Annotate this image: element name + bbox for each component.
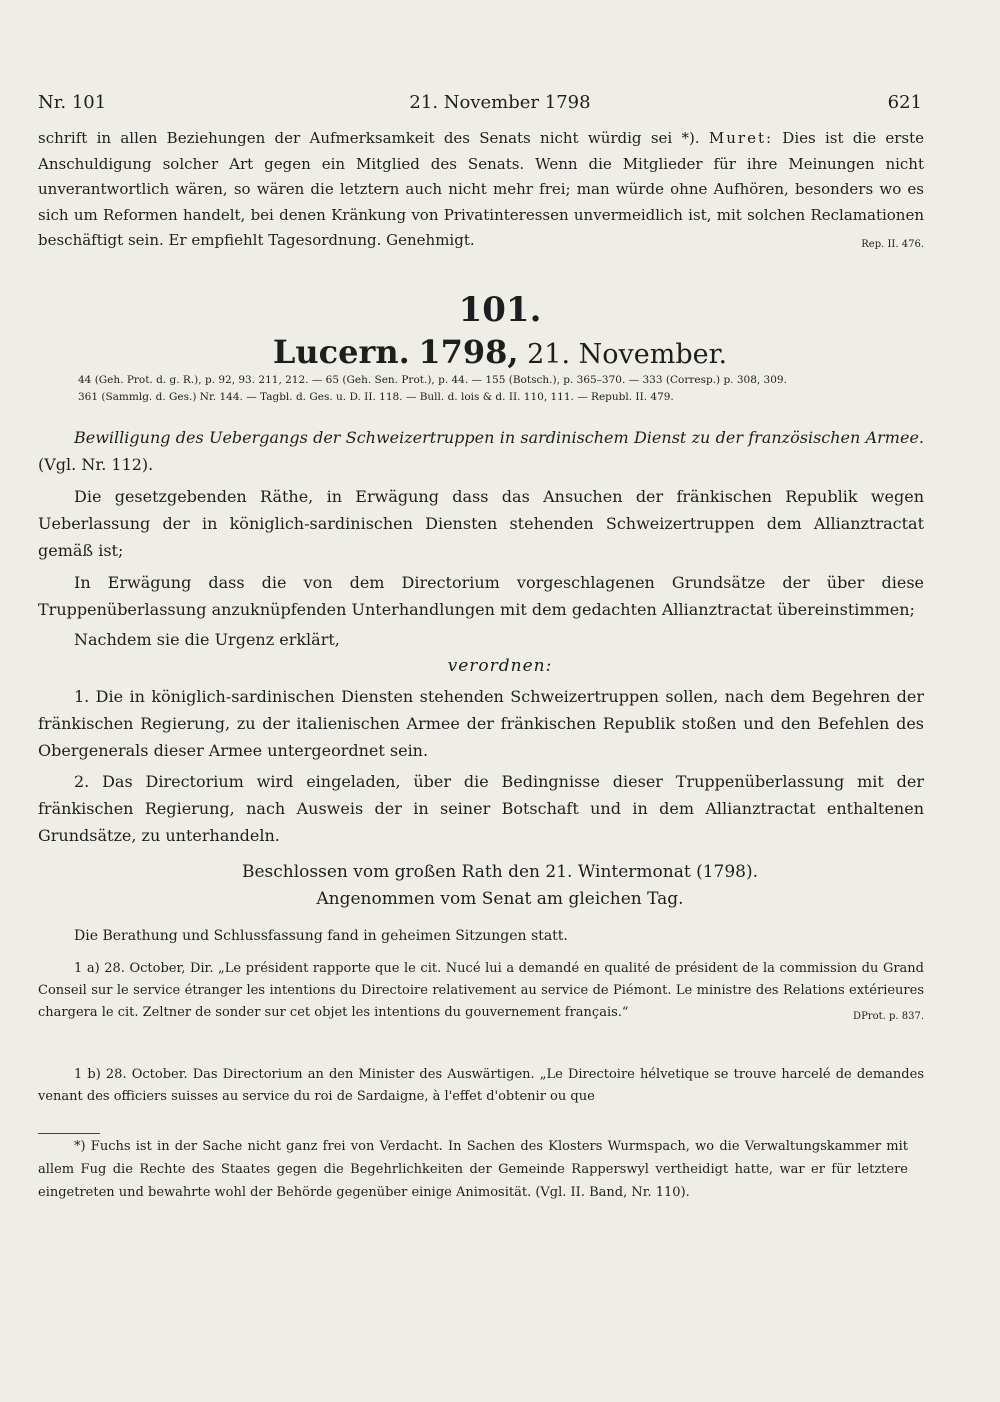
reference-line: 44 (Geh. Prot. d. g. R.), p. 92, 93. 211, 212. — 65 (Geh. Sen. Prot.), p. 44. — 155 (Botsch.), p. 365–370. — 333 (Corresp.) p. 308, 309. xyxy=(78,374,787,386)
reference-line: 361 (Sammlg. d. Ges.) Nr. 144. — Tagbl. d. Ges. u. D. II. 118. — Bull. d. lois & d. II. 110, 111. — Republ. II. 479. xyxy=(78,391,674,403)
resolution-senate: Angenommen vom Senat am gleichen Tag. xyxy=(316,889,684,909)
document-title-text: Bewilligung des Uebergangs der Schweizertruppen in sardinischem Dienst zu der französischen Armee. xyxy=(74,428,924,447)
secret-session-note: Die Berathung und Schlussfassung fand in geheimen Sitzungen statt. xyxy=(74,928,568,944)
note-1b: 1 b) 28. October. Das Directorium an den Minister des Auswärtigen. „Le Directoire hélvetique se trouve harcelé de demandes venant des officiers suisses au service du roi de Sardaigne, à l'effet d'obtenir ou que xyxy=(38,1067,924,1104)
source-references xyxy=(38,372,924,406)
recital-paragraph: In Erwägung dass die von dem Directorium vorgeschlagenen Grundsätze der über diese Truppenüberlassung anzuknüpfenden Unterhandlungen mit dem gedachten Allianztractat übereinstimmen; xyxy=(38,573,924,619)
decree-heading: verordnen: xyxy=(447,656,553,676)
article-1: 1. Die in königlich-sardinischen Diensten stehenden Schweizertruppen sollen, nach dem Begehren der fränkischen Regierung, zu der italienischen Armee der fränkischen Republik stoßen und den Befehlen des Obergenerals dieser Armee untergeordnet sein. xyxy=(38,687,924,760)
place-name: Lucern. xyxy=(272,333,410,371)
intro-text-start: schrift in allen Beziehungen der Aufmerksamkeit des Senats nicht würdig sei *). xyxy=(38,129,709,147)
running-header-date: 21. November 1798 xyxy=(409,92,591,113)
document-title xyxy=(38,424,924,478)
speaker-name: Muret: xyxy=(708,129,774,147)
intro-text-rest: Dies ist die erste Anschuldigung solcher Art gegen ein Mitglied des Senats. Wenn die Mitglieder für ihre Meinungen nicht unverantwortlich wären, so wären die letztern auch nicht mehr frei; man würde ohne Aufhören, besonders wo es sich um Reformen handelt, bei denen Kränkung von Privatinteressen unvermeidlich ist, mit solchen Reclamationen beschäftigt sein. Er empfiehlt Tagesordnung. Genehmigt. xyxy=(38,129,924,249)
document-number: 101. xyxy=(458,290,542,330)
resolution-great-council: Beschlossen vom großen Rath den 21. Wintermonat (1798). xyxy=(241,862,759,882)
running-header-doc-number: Nr. 101 xyxy=(38,92,107,113)
article-2: 2. Das Directorium wird eingeladen, über die Bedingnisse dieser Truppenüberlassung mit der fränkischen Regierung, nach Ausweis der in seiner Botschaft und in dem Allianztractat enthaltenen Grundsätze, zu unterhandeln. xyxy=(38,772,924,845)
page-number: 621 xyxy=(887,92,922,113)
intro-reference: Rep. II. 476. xyxy=(861,239,924,250)
document-title-note: (Vgl. Nr. 112). xyxy=(38,455,154,474)
document-dateline xyxy=(0,333,1000,371)
footnote: *) Fuchs ist in der Sache nicht ganz frei von Verdacht. In Sachen des Klosters Wurmspach, wo die Verwaltungskammer mit allem Fug die Rechte des Staates gegen die Begehrlichkeiten der Gemeinde Rapperswyl vertheidigt hatte, war er für letztere eingetreten und bewahrte wohl der Behörde gegenüber einige Animosität. (Vgl. II. Band, Nr. 110). xyxy=(38,1139,908,1200)
recital-paragraph: Die gesetzgebenden Räthe, in Erwägung dass das Ansuchen der fränkischen Republik wegen Ueberlassung der in königlich-sardinischen Diensten stehenden Schweizertruppen dem Allianztractat gemäß ist; xyxy=(38,487,924,560)
urgency-paragraph: Nachdem sie die Urgenz erklärt, xyxy=(74,630,340,649)
intro-paragraph xyxy=(38,126,924,258)
note-1a xyxy=(38,958,924,1028)
note-1a-reference: DProt. p. 837. xyxy=(853,1011,924,1022)
document-year: 1798, xyxy=(418,333,519,371)
footnote-divider xyxy=(38,1133,100,1134)
document-date: 21. November. xyxy=(527,339,728,370)
note-1a-text: 1 a) 28. October, Dir. „Le président rapporte que le cit. Nucé lui a demandé en qualité de président de la commission du Grand Conseil sur le service étranger les intentions du Directoire relativement au service de Piémont. Le ministre des Relations extérieures chargera le cit. Zeltner de sonder sur cet objet les intentions du gouvernement français.“ xyxy=(38,961,924,1020)
